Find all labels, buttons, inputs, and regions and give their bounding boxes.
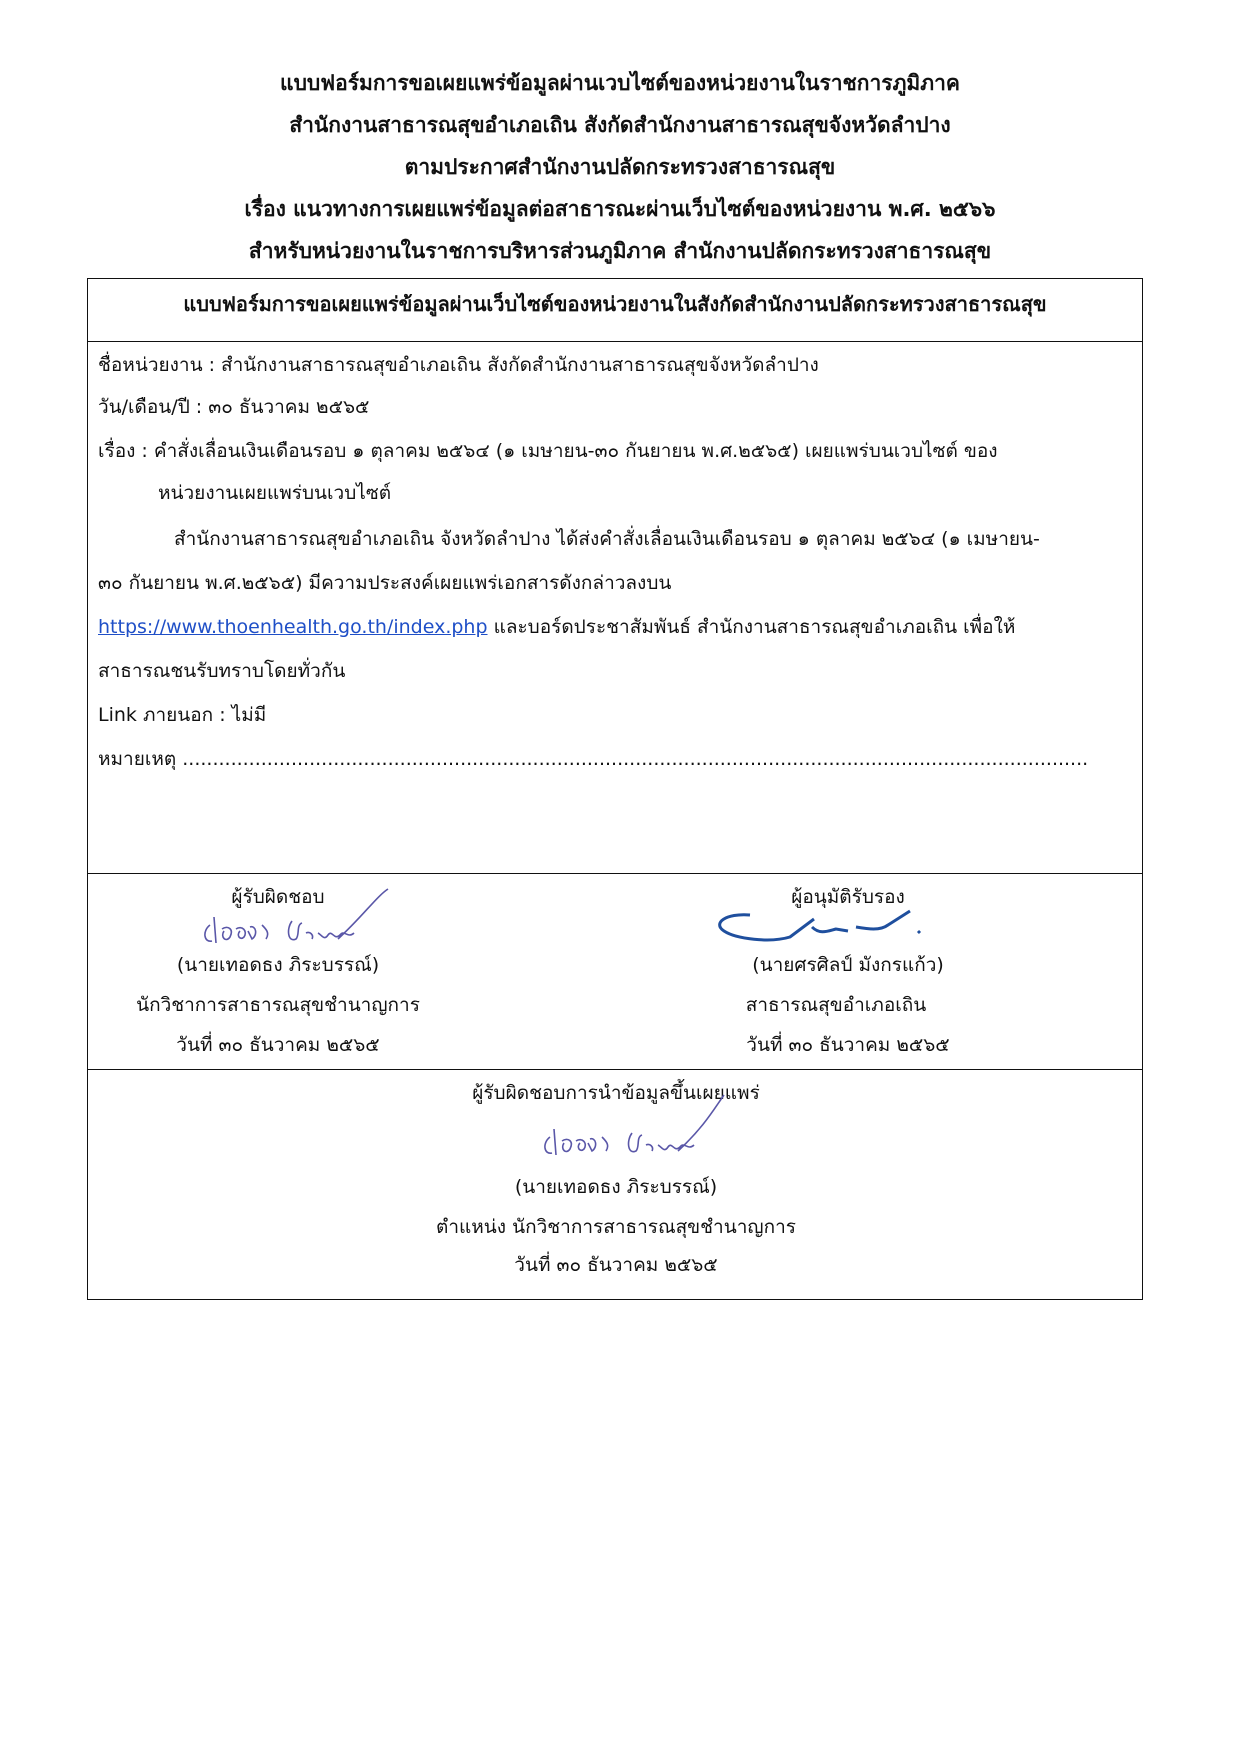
divider-publisher: [88, 1069, 1142, 1070]
body-line-2: ๓๐ กันยายน พ.ศ.๒๕๖๕) มีความประสงค์เผยแพร่เอกสารดังกล่าวลงบน: [98, 572, 672, 594]
left-signer-name: (นายเทอดธง ภิระบรรณ์): [176, 954, 380, 976]
publisher-position: ตำแหน่ง นักวิชาการสาธารณสุขชำนาญการ: [436, 1216, 796, 1238]
left-signer-role: ผู้รับผิดชอบ: [231, 886, 325, 908]
publisher-name: (นายเทอดธง ภิระบรรณ์): [514, 1176, 718, 1198]
left-signer-position: นักวิชาการสาธารณสุขชำนาญการ: [136, 994, 420, 1016]
form-title: แบบฟอร์มการขอเผยแพร่ข้อมูลผ่านเว็บไซต์ของหน่วยงานในสังกัดสำนักงานปลัดกระทรวงสาธารณสุข: [183, 292, 1047, 316]
right-signer-position: สาธารณสุขอำเภอเถิน: [745, 994, 927, 1016]
header-line-3: ตามประกาศสำนักงานปลัดกระทรวงสาธารณสุข: [404, 155, 836, 179]
left-signature-icon: [188, 885, 448, 953]
publisher-role: ผู้รับผิดชอบการนำข้อมูลขึ้นเผยแพร่: [472, 1082, 760, 1104]
header-line-4: เรื่อง แนวทางการเผยแพร่ข้อมูลต่อสาธารณะผ่านเว็บไซต์ของหน่วยงาน พ.ศ. ๒๕๖๖: [244, 197, 996, 221]
body-line-3: [98, 613, 1015, 641]
header-line-2: สำนักงานสาธารณสุขอำเภอเถิน สังกัดสำนักงานสาธารณสุขจังหวัดลำปาง: [289, 113, 951, 137]
publisher-signature-icon: [528, 1091, 788, 1167]
request-form-table: [87, 278, 1143, 1300]
right-signature-icon: [708, 907, 938, 951]
external-link-field: Link ภายนอก : ไม่มี: [98, 704, 267, 726]
header-line-1: แบบฟอร์มการขอเผยแพร่ข้อมูลผ่านเวบไซต์ของหน่วยงานในราชการภูมิภาค: [280, 71, 960, 95]
body-line-1: สำนักงานสาธารณสุขอำเภอเถิน จังหวัดลำปาง ได้ส่งคำสั่งเลื่อนเงินเดือนรอบ ๑ ตุลาคม ๒๕๖๔ (๑ เมษายน-: [174, 528, 1040, 550]
body-line-3-rest: และบอร์ดประชาสัมพันธ์ สำนักงานสาธารณสุขอำเภอเถิน เพื่อให้: [487, 616, 1016, 638]
agency-name: ชื่อหน่วยงาน : สำนักงานสาธารณสุขอำเภอเถิน สังกัดสำนักงานสาธารณสุขจังหวัดลำปาง: [98, 354, 819, 376]
subject-line-2: หน่วยงานเผยแพร่บนเวบไซต์: [158, 482, 392, 504]
right-signer-name: (นายศรศิลป์ มังกรแก้ว): [752, 954, 944, 976]
right-signer-role: ผู้อนุมัติรับรอง: [791, 886, 905, 908]
left-signer-date: วันที่ ๓๐ ธันวาคม ๒๕๖๕: [176, 1034, 380, 1056]
header-line-5: สำหรับหน่วยงานในราชการบริหารส่วนภูมิภาค สำนักงานปลัดกระทรวงสาธารณสุข: [248, 239, 992, 263]
website-link[interactable]: https://www.thoenhealth.go.th/index.php: [98, 616, 488, 638]
publisher-date: วันที่ ๓๐ ธันวาคม ๒๕๖๕: [514, 1254, 718, 1276]
body-line-4: สาธารณชนรับทราบโดยทั่วกัน: [98, 660, 346, 682]
divider-signatures: [88, 873, 1142, 874]
document-header: [0, 62, 1240, 272]
divider-title: [88, 341, 1142, 342]
subject-line-1: เรื่อง : คำสั่งเลื่อนเงินเดือนรอบ ๑ ตุลาคม ๒๕๖๔ (๑ เมษายน-๓๐ กันยายน พ.ศ.๒๕๖๕) เผยแพร่บนเวบไซต์ ของ: [98, 440, 998, 462]
right-signer-date: วันที่ ๓๐ ธันวาคม ๒๕๖๕: [746, 1034, 950, 1056]
request-date: วัน/เดือน/ปี : ๓๐ ธันวาคม ๒๕๖๕: [98, 396, 370, 418]
note-field: หมายเหตุ ......................................................................................................................................................: [98, 748, 1089, 770]
